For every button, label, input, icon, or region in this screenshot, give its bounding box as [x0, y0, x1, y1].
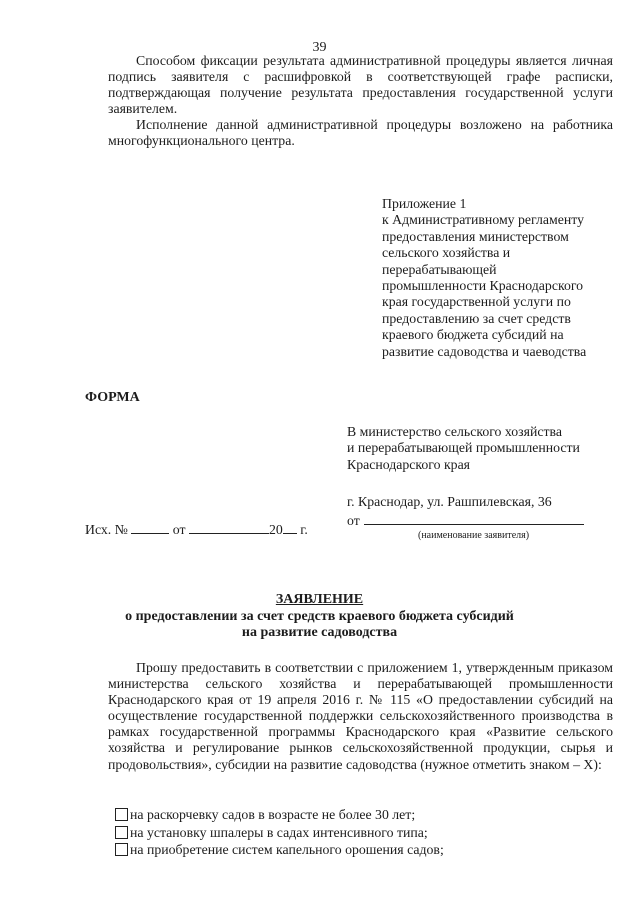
paragraph-execution: Исполнение данной административной процедуры возложено на работника многофункционального центра.: [108, 117, 613, 148]
paragraph-fixation-method: Способом фиксации результата административной процедуры является личная подпись заявителя с расшифровкой в соответствующей графе расписки, подтверждающая получение результата предоставления государственной услуги заявителем.: [108, 53, 613, 116]
recipient-line: и перерабатывающей промышленности: [347, 440, 580, 456]
applicant-field: [347, 512, 584, 529]
application-body: Прошу предоставить в соответствии с приложением 1, утвержденным приказом министерства сельского хозяйства и перерабатывающей промышленности Краснодарского края от 19 апреля 2016 г. № 115 «О предоставлении субсидий на осуществление государственной поддержки сельскохозяйственного производства в рамках государственной программы Краснодарского края «Развитие сельского хозяйства и регулирование рынков сельскохозяйственной продукции, сырья и продовольствия», субсидии на развитие садоводства (нужное отметить знаком – Х):: [108, 660, 613, 772]
option-checkbox[interactable]: [115, 808, 128, 821]
option-label: на приобретение систем капельного орошения садов;: [130, 842, 444, 857]
document-title: ЗАЯВЛЕНИЕ: [275, 592, 364, 607]
option-item: [115, 806, 615, 824]
recipient-line: В министерство сельского хозяйства: [347, 424, 562, 439]
ref-year-prefix: 20: [268, 522, 283, 537]
option-item: [115, 841, 615, 859]
recipient-block: [347, 424, 617, 473]
appendix-line: предоставления министерством: [382, 228, 569, 244]
appendix-line: развитие садоводства и чаеводства: [382, 343, 587, 359]
ref-date-line[interactable]: [189, 522, 269, 534]
appendix-line: перерабатывающей: [382, 261, 497, 277]
appendix-line: к Административному регламенту: [382, 212, 585, 228]
appendix-line: промышленности Краснодарского: [382, 278, 584, 294]
recipient-address: г. Краснодар, ул. Рашпилевская, 36: [347, 494, 552, 509]
appendix-line: предоставлению за счет средств: [382, 310, 571, 326]
option-checkbox[interactable]: [115, 826, 128, 839]
appendix-line: сельского хозяйства и: [382, 245, 511, 261]
appendix-line: краевого бюджета субсидий на: [382, 327, 564, 343]
appendix-line: Приложение 1: [382, 196, 467, 211]
ref-date-label: от: [172, 522, 186, 537]
subsidy-options: [115, 806, 615, 859]
ref-number-label: Исх. №: [85, 522, 128, 537]
ref-number-line[interactable]: [131, 522, 169, 534]
option-checkbox[interactable]: [115, 843, 128, 856]
document-subtitle: о предоставлении за счет средств краевого бюджета субсидий: [125, 609, 514, 624]
ref-year-line[interactable]: [283, 522, 297, 534]
appendix-line: края государственной услуги по: [382, 294, 571, 310]
applicant-caption: (наименование заявителя): [418, 530, 530, 541]
page-number: 39: [312, 40, 327, 55]
option-label: на раскорчевку садов в возрасте не более 30 лет;: [130, 807, 416, 822]
ref-year-suffix: г.: [300, 522, 308, 537]
option-item: [115, 824, 615, 842]
appendix-block: [382, 196, 614, 360]
option-label: на установку шпалеры в садах интенсивного типа;: [130, 824, 428, 840]
outgoing-reference: [85, 522, 308, 538]
from-label: от: [347, 513, 360, 528]
form-label: ФОРМА: [85, 390, 140, 405]
recipient-line: Краснодарского края: [347, 456, 471, 472]
applicant-name-line[interactable]: [364, 512, 584, 525]
document-subtitle: на развитие садоводства: [241, 625, 398, 640]
